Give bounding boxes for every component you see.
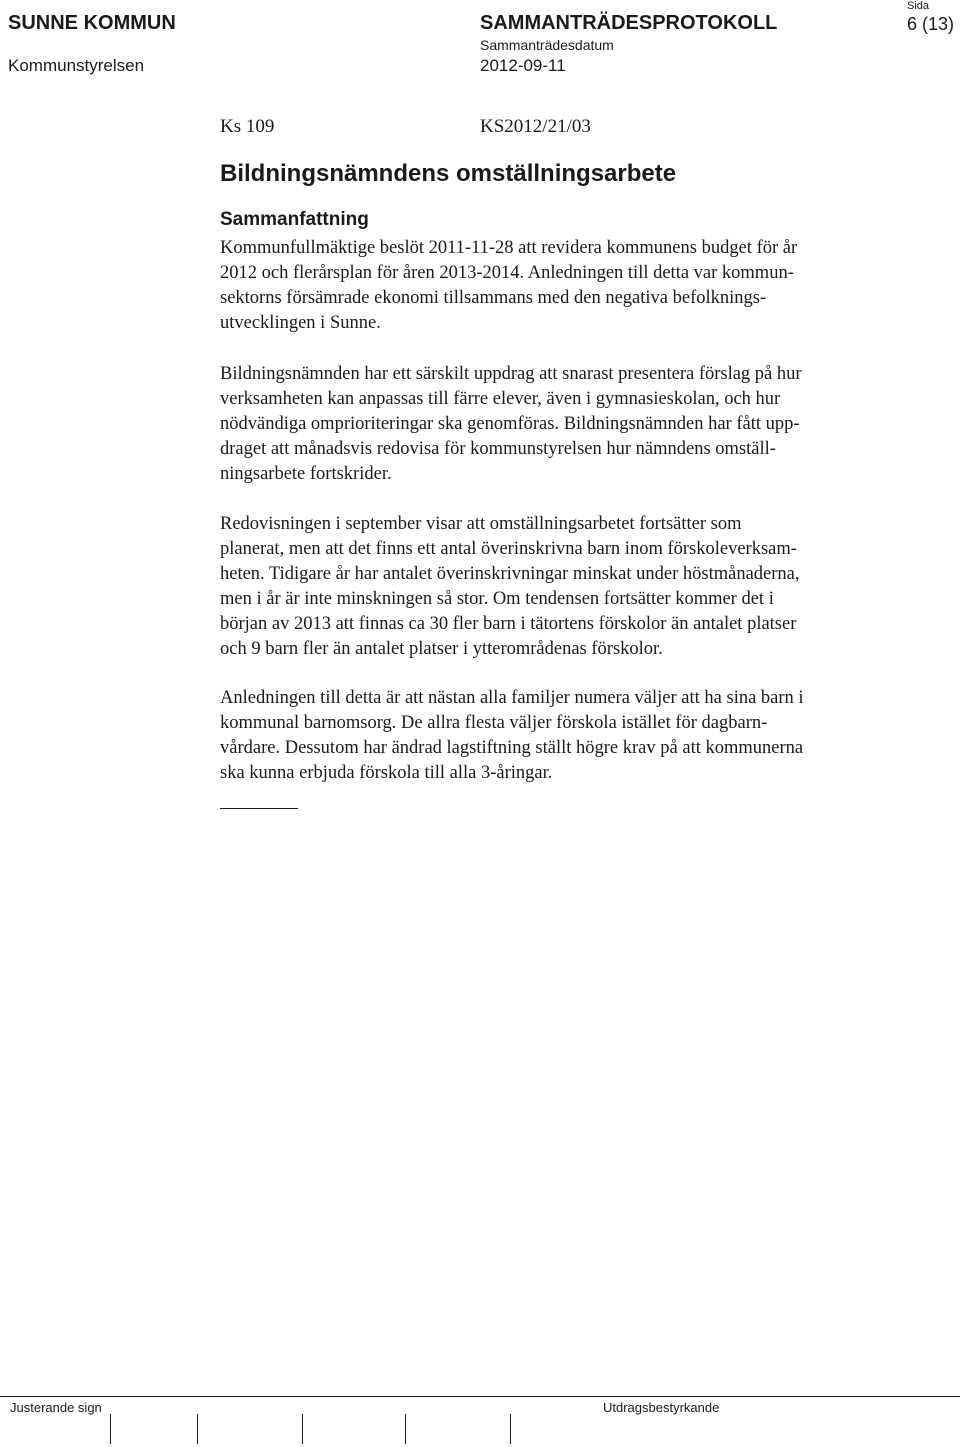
body-paragraph-3: [220, 512, 920, 662]
signature-field: [110, 1414, 111, 1444]
text-line: sektorns försämrade ekonomi tillsammans med den negativa befolknings-: [220, 288, 767, 308]
organization-name: SUNNE KOMMUN: [8, 12, 176, 34]
meeting-date: 2012-09-11: [480, 56, 566, 75]
signature-field: [405, 1414, 406, 1444]
text-line: heten. Tidigare år har antalet överinskrivningar minskat under höstmånaderna,: [220, 564, 800, 584]
page-label: Sida: [907, 0, 930, 12]
document-type: SAMMANTRÄDESPROTOKOLL: [480, 12, 778, 34]
signature-field: [510, 1414, 511, 1444]
signature-label: Justerande sign: [10, 1400, 102, 1415]
certification-label: Utdragsbestyrkande: [603, 1400, 720, 1415]
case-number: KS2012/21/03: [480, 116, 591, 137]
text-line: Anledningen till detta är att nästan alla familjer numera väljer att ha sina barn i: [220, 688, 804, 708]
body-paragraph-1: [220, 236, 920, 336]
department-name: Kommunstyrelsen: [8, 56, 145, 75]
text-line: planerat, men att det finns ett antal överinskrivna barn inom förskoleverksam-: [220, 539, 797, 559]
text-line: nödvändiga omprioriteringar ska genomföras. Bildningsnämnden har fått upp-: [220, 414, 800, 434]
end-of-paragraph-rule: [220, 808, 298, 809]
meeting-date-label: Sammanträdesdatum: [480, 37, 614, 53]
paragraph-reference: [220, 116, 591, 138]
text-line: ska kunna erbjuda förskola till alla 3-åringar.: [220, 763, 553, 783]
paragraph-number: Ks 109: [220, 116, 275, 137]
text-line: verksamheten kan anpassas till färre elever, även i gymnasieskolan, och hur: [220, 389, 781, 409]
section-title: Bildningsnämndens omställningsarbete: [220, 160, 677, 187]
text-line: och 9 barn fler än antalet platser i ytterområdenas förskolor.: [220, 639, 663, 659]
text-line: Bildningsnämnden har ett särskilt uppdrag att snarast presentera förslag på hur: [220, 364, 802, 384]
text-line: 2012 och flerårsplan för åren 2013-2014. Anledningen till detta var kommun-: [220, 263, 794, 283]
text-line: kommunal barnomsorg. De allra flesta väljer förskola istället för dagbarn-: [220, 713, 768, 733]
summary-heading: Sammanfattning: [220, 209, 369, 230]
body-paragraph-2: [220, 362, 920, 487]
text-line: Redovisningen i september visar att omställningsarbetet fortsätter som: [220, 514, 742, 534]
text-line: ningsarbete fortskrider.: [220, 464, 392, 484]
text-line: vårdare. Dessutom har ändrad lagstiftning ställt högre krav på att kommunerna: [220, 738, 804, 758]
text-line: men i år är inte minskningen så stor. Om tendensen fortsätter kommer det i: [220, 589, 774, 609]
text-line: utvecklingen i Sunne.: [220, 313, 381, 333]
body-paragraph-4: [220, 686, 920, 786]
footer-divider: [0, 1396, 960, 1397]
text-line: Kommunfullmäktige beslöt 2011-11-28 att revidera kommunens budget för år: [220, 238, 798, 258]
page-number: 6 (13): [907, 14, 955, 34]
text-line: början av 2013 att finnas ca 30 fler barn i tätortens förskolor än antalet platser: [220, 614, 797, 634]
text-line: draget att månadsvis redovisa för kommunstyrelsen hur nämndens omställ-: [220, 439, 776, 459]
signature-field: [197, 1414, 198, 1444]
signature-field: [302, 1414, 303, 1444]
